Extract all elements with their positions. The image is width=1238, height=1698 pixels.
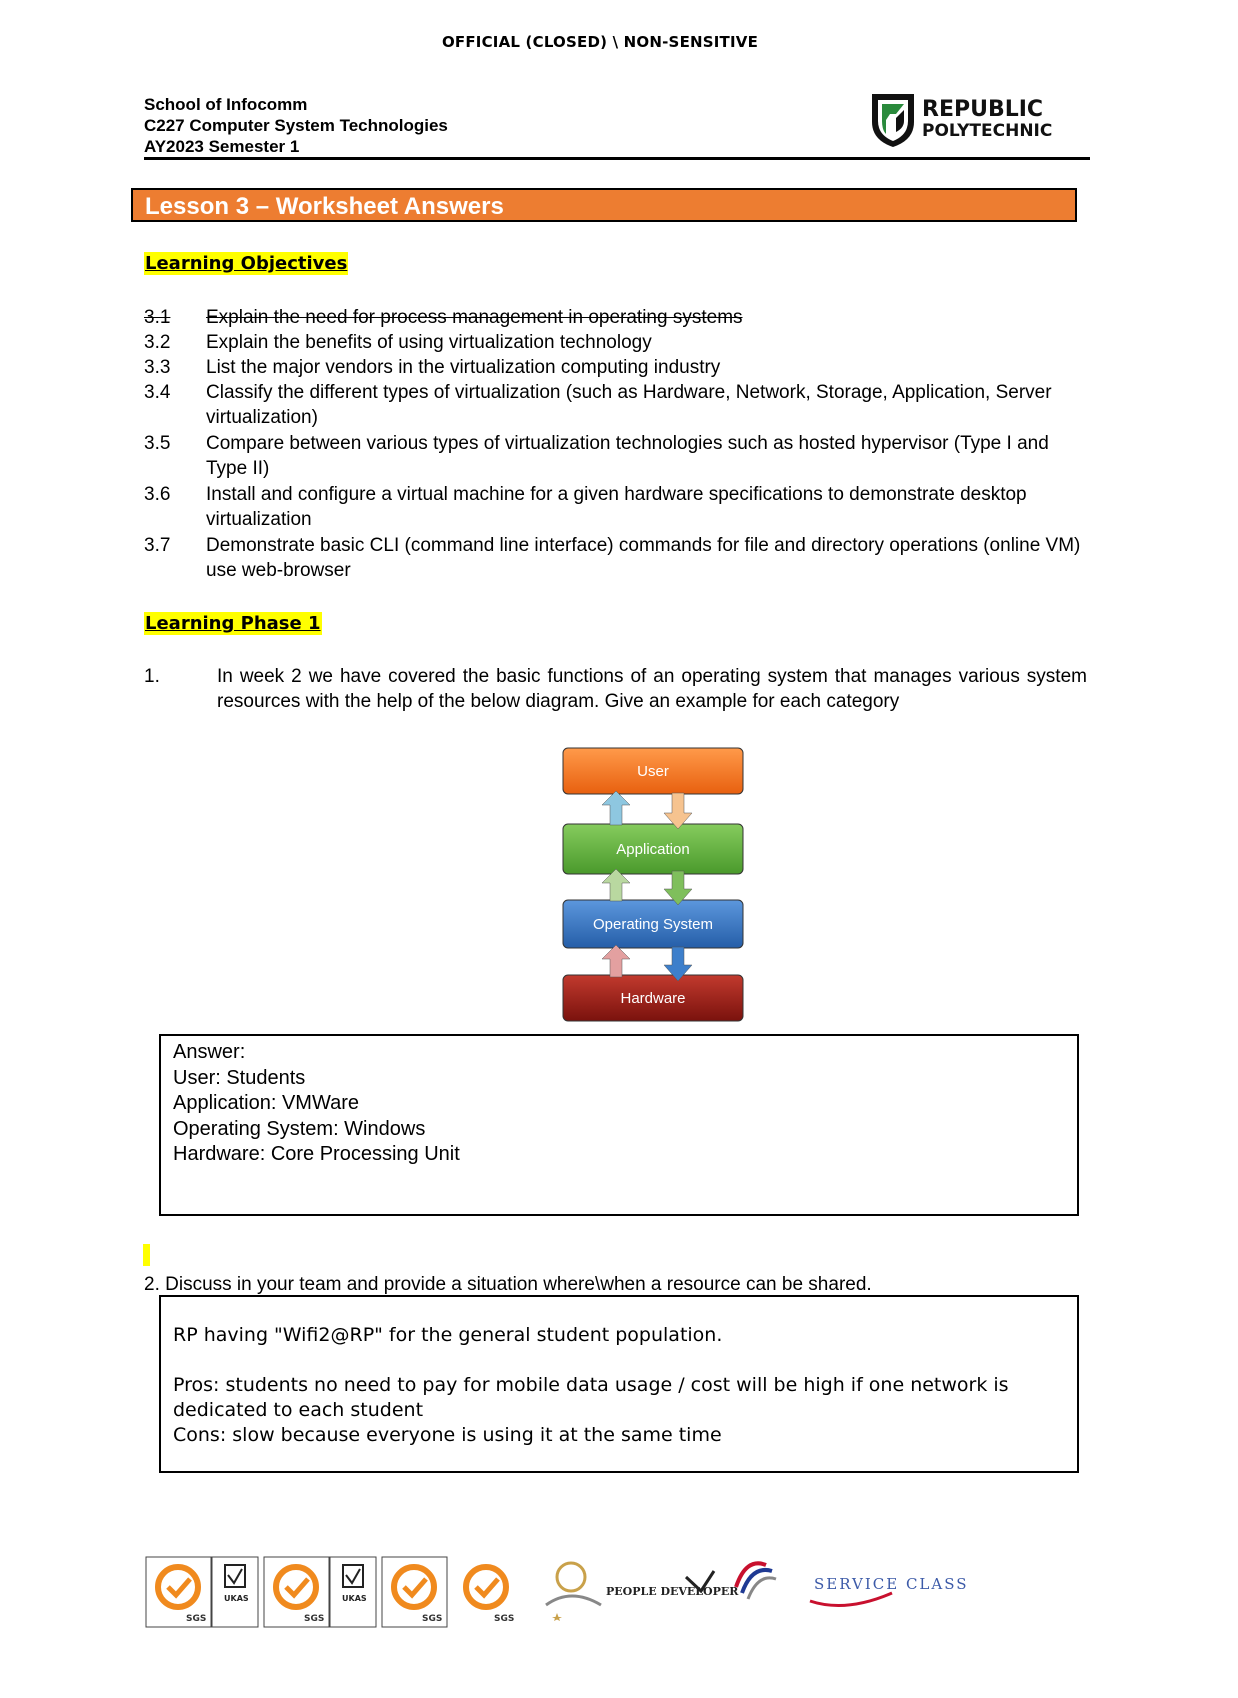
- republic-polytechnic-logo: [866, 92, 1058, 148]
- innovation-class-icon: [736, 1563, 776, 1599]
- objective-number: 3.2: [144, 332, 171, 353]
- question-number: 1.: [144, 666, 160, 687]
- award-icon: [546, 1563, 601, 1621]
- document-header: [144, 94, 448, 157]
- svg-text:SGS: SGS: [422, 1614, 443, 1624]
- highlight-marker: [143, 1244, 150, 1266]
- question-text: In week 2 we have covered the basic functions of an operating system that manages various system resources with the help of the below diagram. Give an example for each category: [217, 666, 1087, 712]
- objective-text: Classify the different types of virtualization (such as Hardware, Network, Storage, Application, Server virtualization): [206, 382, 1052, 428]
- answer-line: Application: VMWare: [173, 1092, 359, 1114]
- diagram-label-user: User: [637, 763, 669, 780]
- svg-text:UKAS: UKAS: [342, 1594, 367, 1603]
- sgs-badge-icon: [382, 1557, 447, 1627]
- answer-line: User: Students: [173, 1066, 306, 1089]
- answer-line: Operating System: Windows: [173, 1117, 426, 1140]
- objective-number: 3.5: [144, 433, 171, 454]
- school-name: School of Infocomm: [144, 95, 308, 114]
- objective-number: 3.1: [144, 307, 171, 328]
- header-divider: [144, 157, 1090, 160]
- accreditation-badges: [146, 1557, 969, 1627]
- ukas-badge-icon: [212, 1557, 258, 1627]
- objective-text: List the major vendors in the virtualization computing industry: [206, 357, 721, 378]
- answer-box-1: [159, 1034, 1079, 1216]
- module-name: C227 Computer System Technologies: [144, 116, 448, 135]
- sgs-badge-icon: [146, 1557, 211, 1627]
- objective-text: Install and configure a virtual machine for a given hardware specifications to demonstrate desktop virtualization: [206, 484, 1027, 530]
- sgs-badge-icon: [264, 1557, 329, 1627]
- objective-number: 3.6: [144, 484, 171, 505]
- answer-box-2: [159, 1295, 1079, 1473]
- svg-text:UKAS: UKAS: [224, 1594, 249, 1603]
- ukas-badge-icon: [330, 1557, 376, 1627]
- question-2: 2. Discuss in your team and provide a situation where\when a resource can be shared.: [144, 1274, 872, 1295]
- phase-heading-wrap: [144, 613, 322, 634]
- objective-text: Explain the benefits of using virtualization technology: [206, 332, 652, 353]
- objective-number: 3.4: [144, 382, 171, 403]
- svg-text:REPUBLIC: REPUBLIC: [922, 97, 1044, 122]
- svg-text:POLYTECHNIC: POLYTECHNIC: [922, 121, 1053, 141]
- svg-text:SERVICE CLASS: SERVICE CLASS: [814, 1575, 969, 1593]
- answer-line: Hardware: Core Processing Unit: [173, 1143, 460, 1165]
- svg-text:SGS: SGS: [494, 1614, 515, 1624]
- up-arrow: [602, 945, 630, 977]
- objective-text: Compare between various types of virtualization technologies such as hosted hypervisor (Type I and Type II): [206, 433, 1049, 479]
- diagram-label-application: Application: [616, 841, 690, 858]
- svg-text:PEOPLE DEVELOPER: PEOPLE DEVELOPER: [606, 1585, 739, 1598]
- diagram-label-os: Operating System: [592, 916, 714, 933]
- classification-label: OFFICIAL (CLOSED) \ NON-SENSITIVE: [441, 33, 759, 51]
- os-layers-diagram: [560, 745, 746, 1025]
- svg-text:SGS: SGS: [304, 1614, 325, 1624]
- answer-line: RP having "Wifi2@RP" for the general student population.: [173, 1324, 723, 1346]
- people-developer-icon: [606, 1571, 739, 1598]
- objective-text: Explain the need for process management in operating systems: [206, 307, 743, 328]
- objective-number: 3.3: [144, 357, 171, 378]
- objective-text: Demonstrate basic CLI (command line interface) commands for file and directory operations (online VM) use web-browser: [206, 535, 1081, 581]
- lesson-title: Lesson 3 – Worksheet Answers: [145, 193, 504, 220]
- lesson-title-bar: [131, 188, 1077, 222]
- answer-pros: Pros: students no need to pay for mobile data usage / cost will be high if one network is dedicated to each student: [173, 1374, 1009, 1421]
- service-class-icon: [810, 1575, 969, 1606]
- sgs-badge-icon: [466, 1567, 514, 1624]
- diagram-label-hardware: Hardware: [620, 990, 686, 1007]
- answer-cons: Cons: slow because everyone is using it at the same time: [173, 1424, 722, 1446]
- answer-line: Answer:: [173, 1041, 246, 1063]
- objectives-heading: Learning Objectives: [145, 253, 348, 274]
- up-arrow: [602, 791, 630, 825]
- objectives-heading-wrap: [144, 253, 348, 274]
- semester-label: AY2023 Semester 1: [144, 137, 300, 156]
- objective-number: 3.7: [144, 535, 171, 556]
- svg-text:SGS: SGS: [186, 1614, 207, 1624]
- phase-heading: Learning Phase 1: [145, 613, 321, 634]
